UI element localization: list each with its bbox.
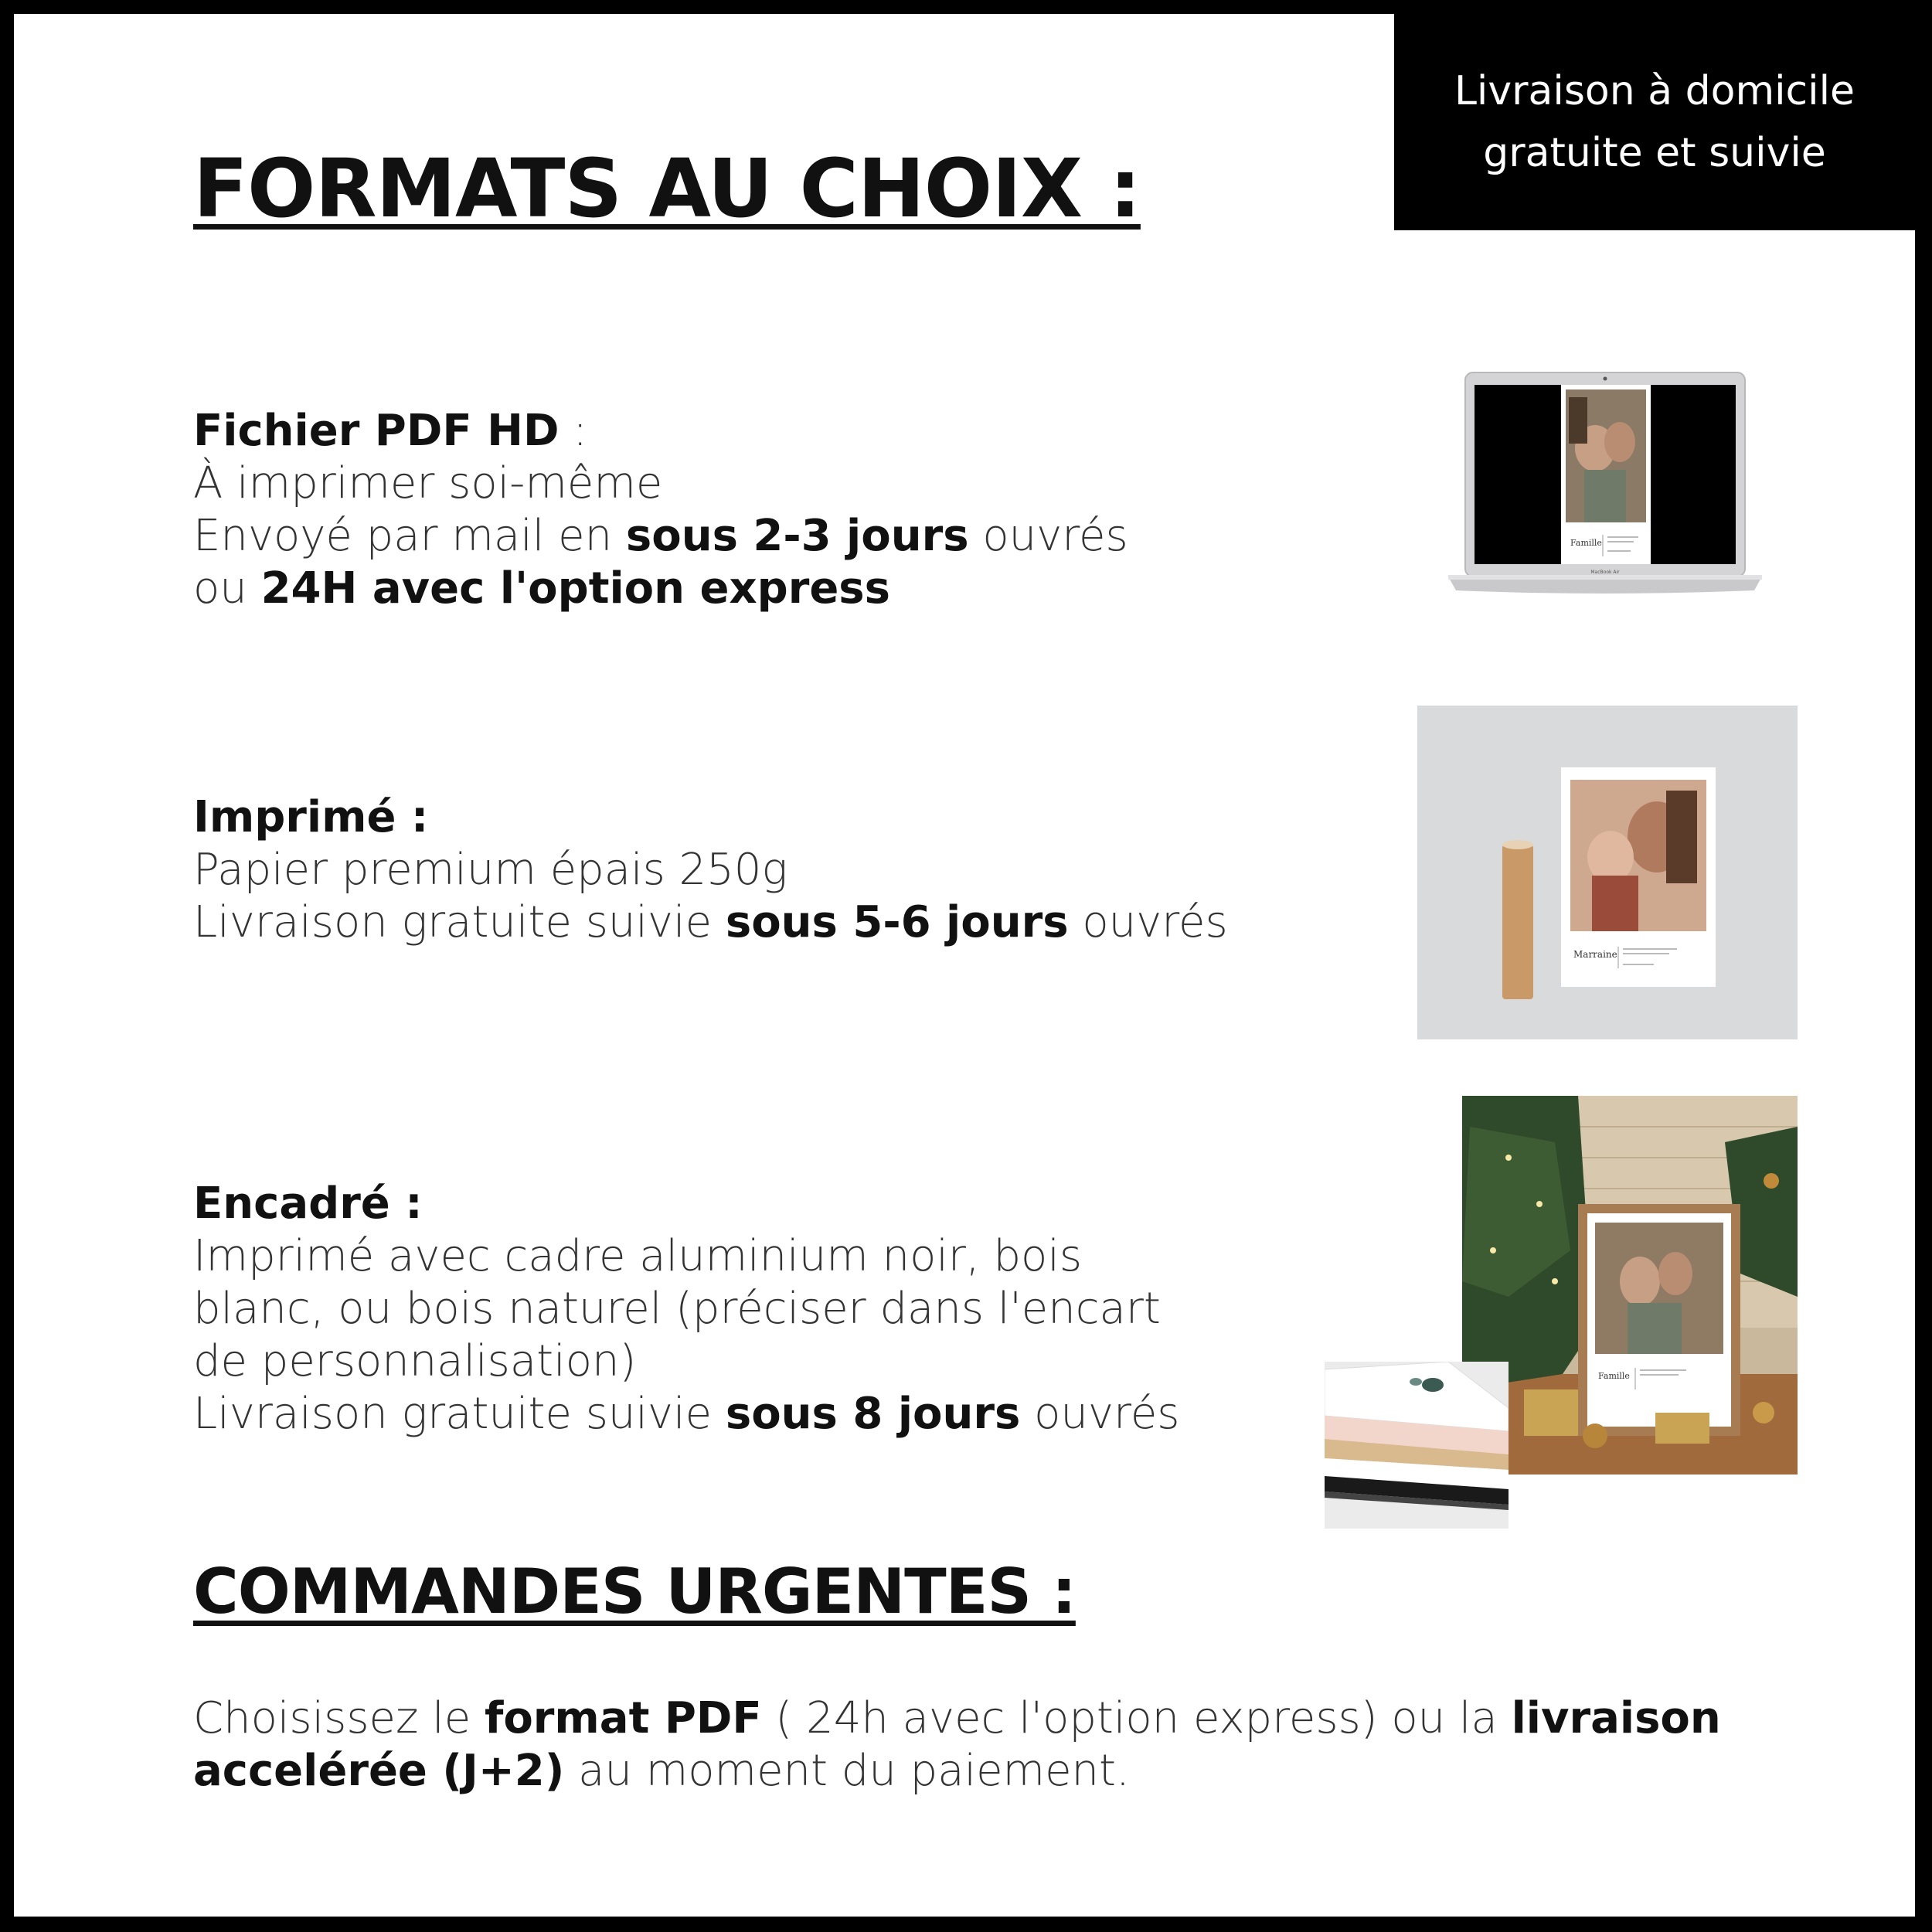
- framed-format-label: Encadré: [193, 1179, 390, 1229]
- free-delivery-banner: [1394, 14, 1915, 230]
- urgent-pdf-format: format PDF: [484, 1693, 762, 1743]
- framed-poster-image: [1462, 1096, 1798, 1475]
- urgent-line-1-pre: Choisissez le: [193, 1693, 485, 1743]
- urgent-block: [193, 1692, 1816, 1798]
- laptop-mockup-image: [1448, 371, 1762, 600]
- frame-swatch-image: [1325, 1362, 1509, 1529]
- framed-delay: sous 8 jours: [725, 1389, 1021, 1439]
- pdf-line-2-pre: Envoyé par mail en: [193, 511, 626, 561]
- printed-mock-label: Marraine: [1573, 949, 1617, 960]
- formats-title: FORMATS AU CHOIX :: [193, 141, 1141, 236]
- banner-line-2: gratuite et suivie: [1483, 130, 1826, 176]
- pdf-line-2-post: ouvrés: [968, 511, 1128, 561]
- urgent-delivery: livraison: [1511, 1693, 1721, 1743]
- framed-mock-label: Famille: [1598, 1371, 1630, 1381]
- printed-format-colon: :: [396, 792, 429, 842]
- urgent-line-1-mid: ( 24h avec l'option express) ou la: [761, 1693, 1512, 1743]
- pdf-express: 24H avec l'option express: [260, 563, 890, 614]
- page: [14, 14, 1915, 1917]
- framed-line-1: Imprimé avec cadre aluminium noir, bois: [193, 1231, 1083, 1281]
- laptop-device-label: MacBook Air: [1590, 570, 1620, 575]
- pdf-line-3-pre: ou: [193, 563, 261, 614]
- printed-line-1: Papier premium épais 250g: [193, 845, 788, 895]
- urgent-title: COMMANDES URGENTES :: [193, 1556, 1076, 1628]
- banner-line-1: Livraison à domicile: [1454, 68, 1855, 114]
- framed-line-4-post: ouvrés: [1020, 1389, 1180, 1439]
- pdf-line-1: À imprimer soi-même: [193, 458, 663, 509]
- framed-line-3: de personnalisation): [193, 1336, 637, 1386]
- printed-format-block: [193, 791, 1314, 949]
- pdf-delay: sous 2-3 jours: [625, 511, 969, 561]
- pdf-format-label: Fichier PDF HD: [193, 406, 560, 456]
- framed-format-block: [193, 1178, 1314, 1440]
- urgent-line-2-post: au moment du paiement.: [564, 1746, 1130, 1796]
- urgent-accelerated: accelérée (J+2): [193, 1746, 565, 1796]
- framed-line-4-pre: Livraison gratuite suivie: [193, 1389, 726, 1439]
- pdf-format-block: [193, 405, 1314, 615]
- printed-line-2-pre: Livraison gratuite suivie: [193, 897, 726, 947]
- printed-line-2-post: ouvrés: [1068, 897, 1228, 947]
- laptop-mock-label: Famille: [1570, 538, 1602, 548]
- printed-format-label: Imprimé: [193, 792, 396, 842]
- printed-poster-image: [1417, 706, 1798, 1039]
- pdf-format-colon: :: [559, 406, 588, 456]
- framed-line-2: blanc, ou bois naturel (préciser dans l'encart: [193, 1284, 1161, 1334]
- framed-format-colon: :: [389, 1179, 423, 1229]
- printed-delay: sous 5-6 jours: [725, 897, 1069, 947]
